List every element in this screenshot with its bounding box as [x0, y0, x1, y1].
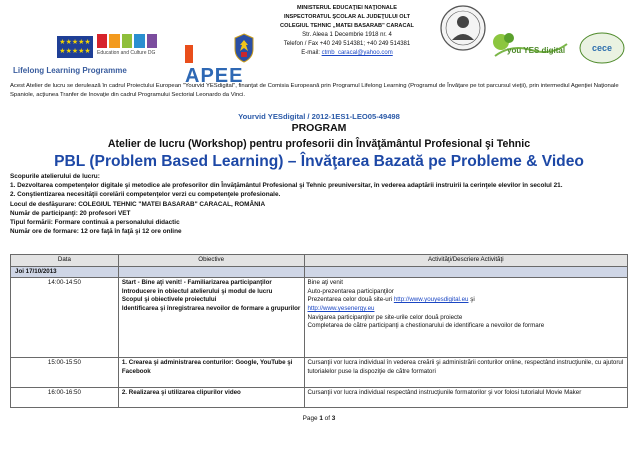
ministry-phone: Telefon / Fax +40 249 514381; +40 249 514381	[283, 41, 411, 47]
yesenergy-link[interactable]: http://www.yesenergy.eu	[307, 304, 375, 312]
details-line: 1. Dezvoltarea competenţelor digitale şi metodice ale profesorilor din Învăţământul Profesional şi Tehnic preuniversitar, în vederea adaptării instruirii la cerinţele elevilor în secolul 21.	[10, 182, 563, 190]
time-cell: 15:00-15:50	[11, 358, 119, 388]
eu-stars-icon: ★★★★★ ★★★★★	[59, 39, 91, 55]
education-culture-label: Education and Culture DG	[97, 50, 156, 56]
ministry-line3: COLEGIUL TEHNIC „MATEI BASARAB" CARACAL	[280, 23, 414, 29]
activity-line	[308, 305, 624, 314]
eu-flag-logo	[57, 36, 93, 58]
ministry-line1: MINISTERUL EDUCAŢIEI NAŢIONALE	[297, 5, 397, 11]
activity-line: Auto-prezentarea participanţilor	[307, 287, 394, 295]
apee-logo: APEE	[185, 42, 243, 88]
details-line: Număr de participanţi: 20 profesori VET	[10, 209, 131, 217]
ministry-email-link[interactable]: ctmb_caracal@yahoo.com	[321, 50, 393, 56]
time-cell: 16:00-16:50	[11, 388, 119, 408]
details-line: Număr ore de formare: 12 ore faţă în faţă şi 12 ore online	[10, 228, 182, 236]
activity-cell	[304, 278, 627, 358]
llp-logo-text: Lifelong Learning Programme	[13, 66, 127, 75]
ministry-header	[262, 4, 432, 58]
romania-crest-icon	[232, 33, 256, 63]
activity-cell: Cursanţii vor lucra individual în vederea creării şi administrării conturilor online, respectând instrucţiunile, cu ajutorul tutorialelor puse la dispoziţie de către formatori	[304, 358, 627, 388]
project-code: Yourvid YESdigital / 2012-1ES1-LEO05-49498	[238, 112, 400, 121]
youyesdigital-link[interactable]: http://www.youyesdigital.eu	[393, 296, 469, 304]
cece-text: cece	[591, 43, 613, 53]
current-page: 1	[319, 415, 323, 422]
time-cell: 14:00-14:50	[11, 278, 119, 358]
yesdigital-logo	[491, 30, 569, 64]
total-pages: 3	[331, 415, 336, 422]
day-row	[11, 266, 628, 278]
table-row	[11, 388, 628, 408]
objective-cell: Start - Bine aţi venit! - Familiarizarea participanţilor Introducere în obiectul atelierului şi modul de lucru Scopul şi obiectivele proiectului Identificarea şi înregistrarea nevoilor de formare a grupurilor	[118, 278, 304, 358]
details-line: Scopurile atelierului de lucru:	[10, 173, 100, 180]
header-data: Data	[11, 255, 119, 267]
header-activitati: Activităţi/Descriere Activităţi	[304, 255, 627, 267]
day-cell-empty	[304, 266, 627, 278]
activity-line: Completarea de către participanţi a chestionarului de identificare a nevoilor de formare	[307, 322, 545, 330]
ministry-address: Str. Aleea 1 Decembrie 1918 nr. 4	[302, 32, 392, 38]
activity-line: Bine aţi venit	[307, 279, 343, 287]
page-footer: Page 1 of 3	[302, 415, 336, 422]
program-heading: PROGRAM	[291, 122, 347, 134]
education-culture-logo	[97, 34, 157, 60]
cece-logo	[578, 30, 626, 66]
intro-paragraph: Acest Atelier de lucru se derulează în cadrul Proiectului European "Yourvid YESdigital", finanţat de Comisia Europeană prin Programul Lifelong Learning (Programul de Învăţare pe tot parcursul vieţii), prin intermediul Agenţiei Naţionale Spaniole, acţiunea Tranfer de Inovaţie din cadrul Programului Sectorial Leonardo da Vinci.	[10, 83, 619, 98]
ministry-line2: INSPECTORATUL ŞCOLAR AL JUDEŢULUI OLT	[283, 14, 411, 20]
pbl-title: PBL (Problem Based Learning) – Învăţarea Bazată pe Probleme & Video	[54, 153, 584, 170]
table-row	[11, 278, 628, 358]
activity-line: Prezentarea celor două site-uri http://www.youyesdigital.eu şi	[307, 296, 475, 304]
workshop-details	[10, 172, 630, 236]
header-logos	[13, 30, 244, 87]
activity-line: Navigarea participanţilor pe site-urile celor două proiecte	[307, 313, 463, 321]
header-obiective: Obiective	[118, 255, 304, 267]
objective-cell: 1. Crearea şi administrarea conturilor: Google, YouTube şi Facebook	[118, 358, 304, 388]
table-header-row	[11, 255, 628, 267]
table-row	[11, 358, 628, 388]
objective-cell: 2. Realizarea şi utilizarea clipurilor video	[118, 388, 304, 408]
details-line: Locul de desfăşurare: COLEGIUL TEHNIC "MATEI BASARAB" CARACAL, ROMÂNIA	[10, 200, 266, 208]
schedule-table	[10, 254, 628, 408]
workshop-title: Atelier de lucru (Workshop) pentru profesorii din Învăţământul Profesional şi Tehnic	[107, 138, 531, 150]
activity-cell: Cursanţii vor lucra individual respectând instrucţiunile formatorilor şi vor folosi tutorialul Movie Maker	[304, 388, 627, 408]
details-line: 2. Conştientizarea necesităţii corelării competenţelor verzi cu competenţele profesionale.	[10, 191, 281, 199]
day-cell-empty	[118, 266, 304, 278]
school-emblem-portrait	[439, 4, 487, 52]
yesdigital-text: you YES digital	[507, 46, 566, 55]
ministry-email-line: E-mail: ctmb_caracal@yahoo.com	[301, 50, 393, 56]
details-line: Tipul formării: Formare continuă a personalului didactic	[10, 219, 180, 227]
day-cell: Joi 17/10/2013	[11, 266, 119, 278]
